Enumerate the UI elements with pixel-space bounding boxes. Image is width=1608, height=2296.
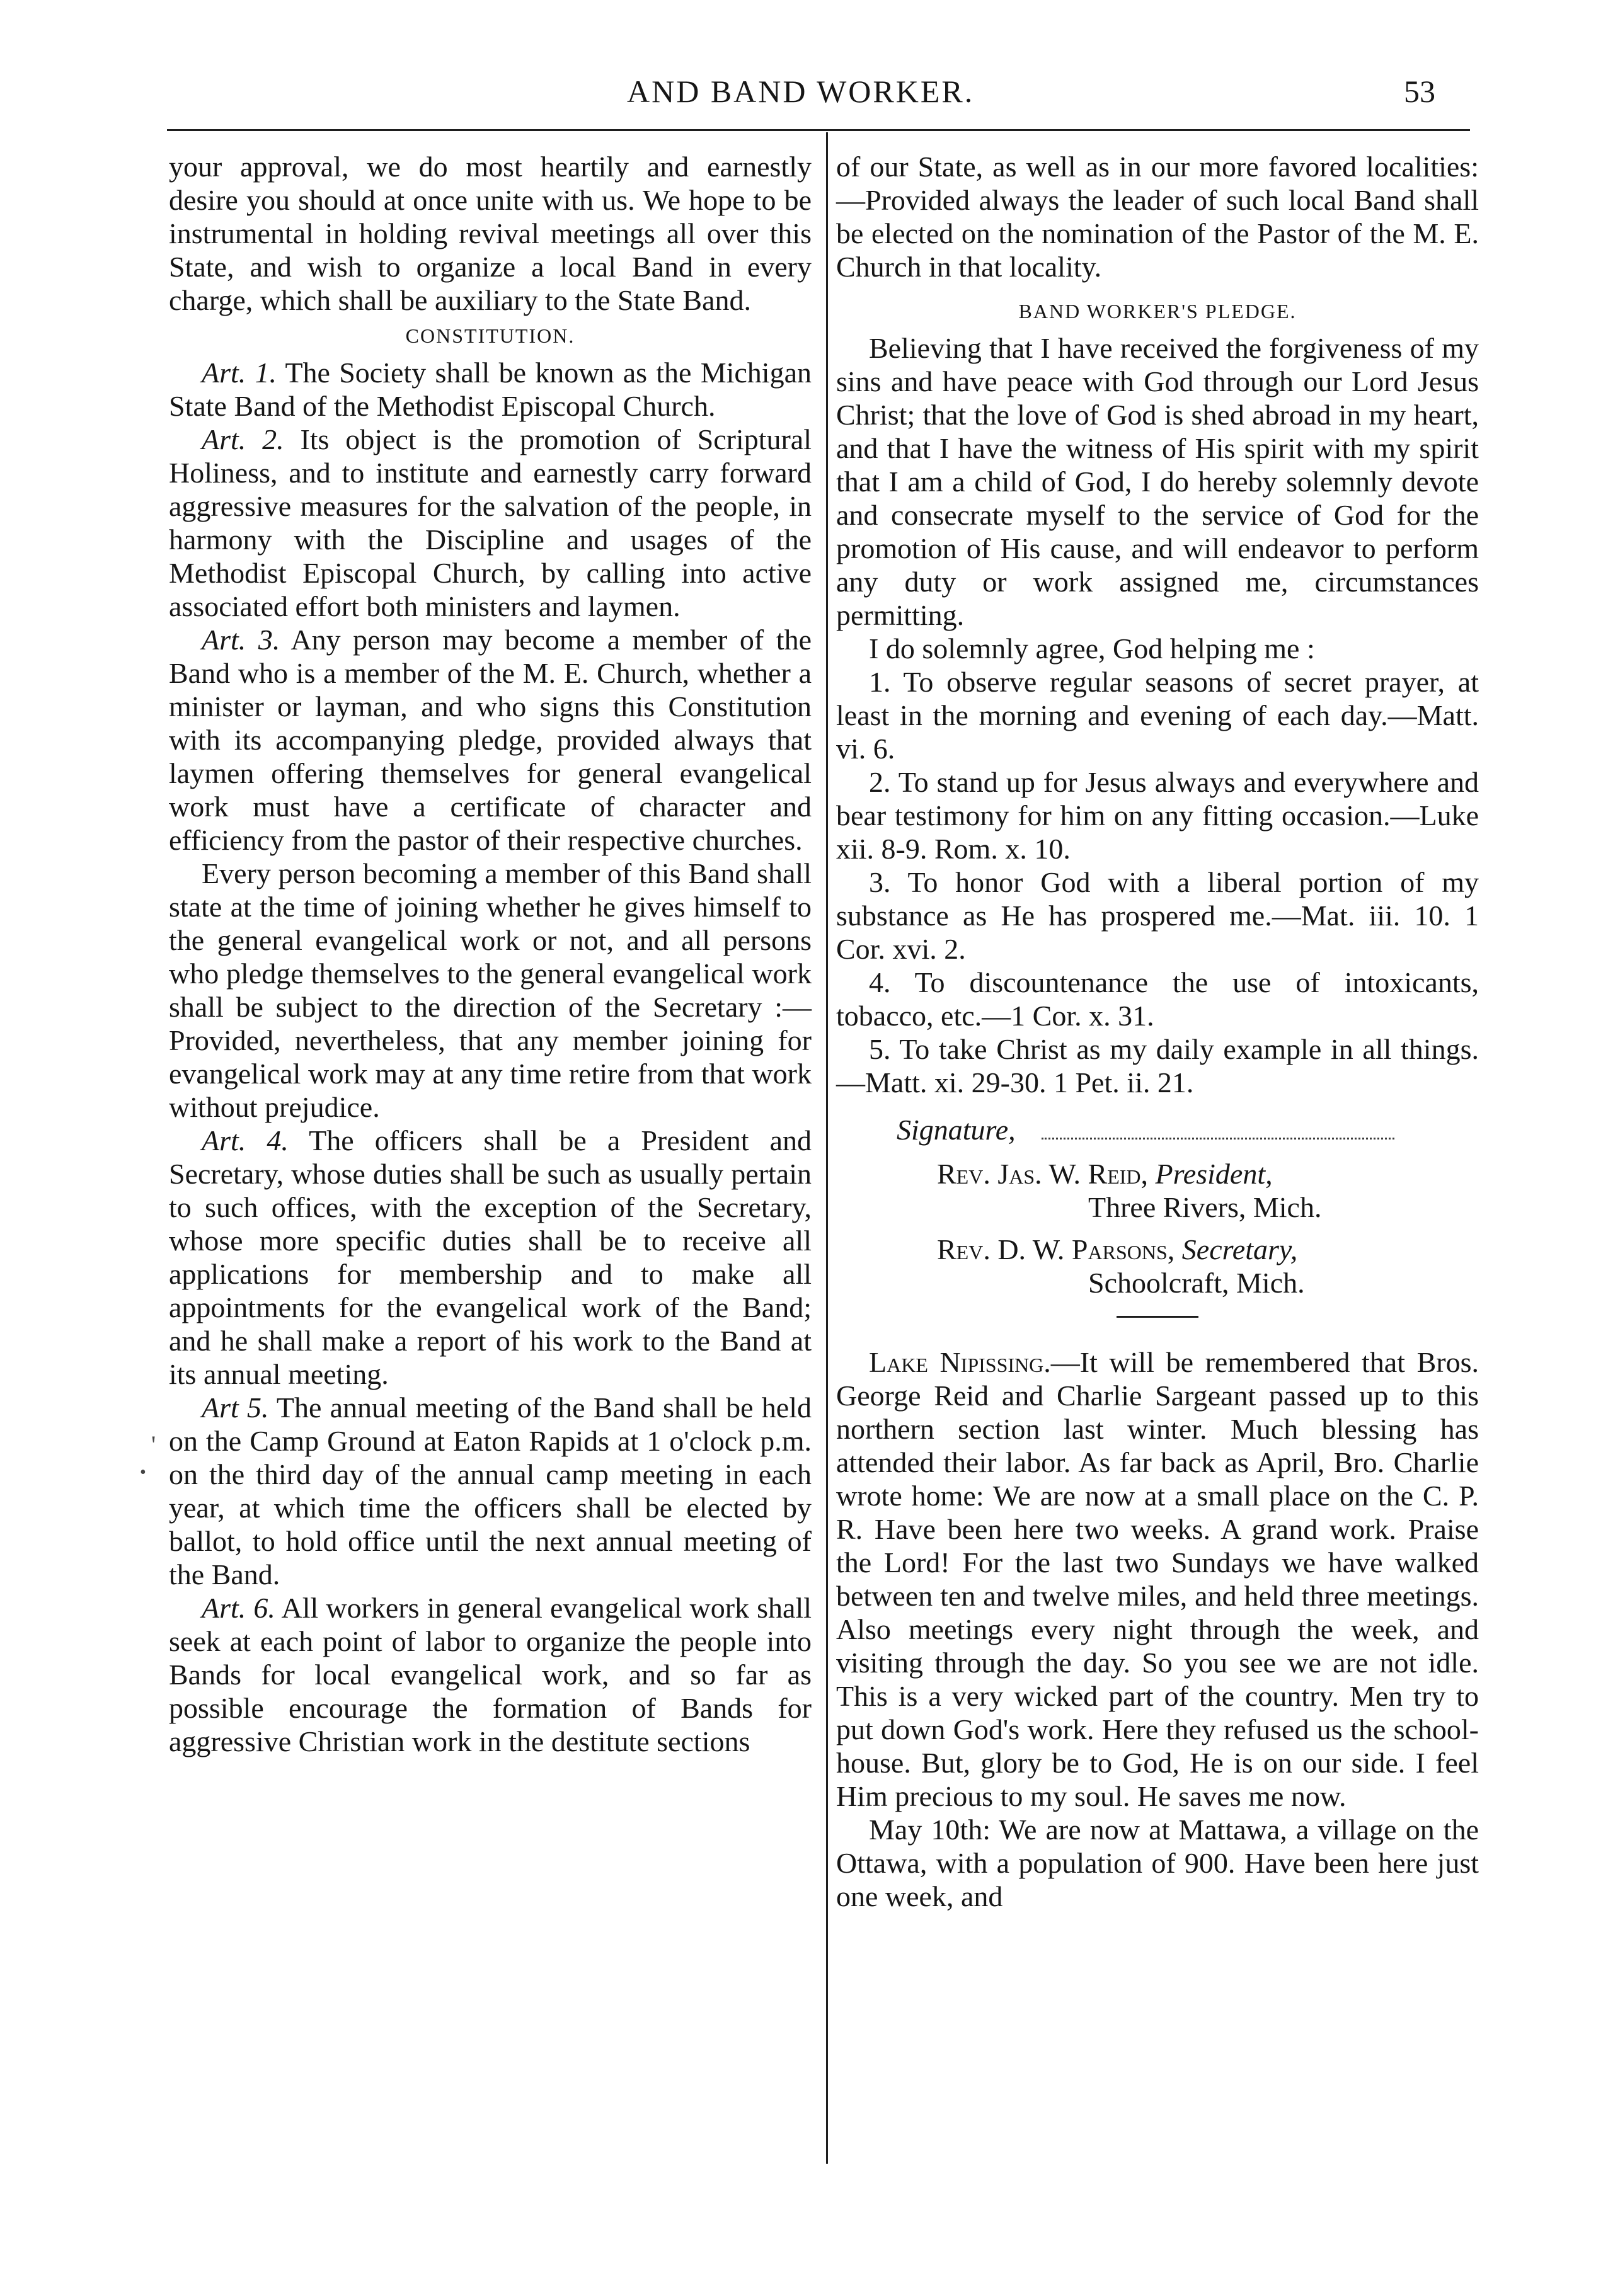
article-1 [169, 356, 812, 423]
article-2-text: Its object is the promotion of Scriptural Holiness, and to institute and earnestly carry forward aggressive measures for the salvation of the people, in harmony with the Discipline and usages of the Methodist Episcopal Church, by calling into active associated effort both ministers and laymen. [169, 423, 812, 622]
article-4-text: The officers shall be a President and Secretary, whose duties shall be such as usually pertain to such offices, with the exception of the Secretary, whose more specific duties shall be to receive all applications for membership and to make all appointments for the evangelical work of the Band; and he shall make a report of his work to the Band at its annual meeting. [169, 1124, 812, 1390]
president-role: President, [1155, 1158, 1273, 1190]
article-2 [169, 423, 812, 623]
pledge-item-5: 5. To take Christ as my daily example in all things.—Matt. xi. 29-30. 1 Pet. ii. 21. [836, 1033, 1479, 1099]
article-3 [169, 623, 812, 857]
news-body: —It will be remembered that Bros. George Reid and Charlie Sargeant passed up to this northern section last winter. Much blessing has attended their labor. As far back as April, Bro. Charlie wrote home: We are now at a small place on the C. P. R. Have been here two weeks. A grand work. Praise the Lord! For the last two Sundays we have walked between ten and twelve miles, and held three meetings. Also meetings every night through the week, and visiting through the day. So you see we are not idle. This is a very wicked part of the country. Men try to put down God's work. Here they refused us the school-house. But, glory be to God, He is on our side. I feel Him precious to my soul. He saves me now. [836, 1346, 1479, 1812]
constitution-heading: CONSTITUTION. [405, 324, 575, 347]
right-column [836, 150, 1479, 1913]
margin-mark-dot: • [140, 1463, 146, 1482]
signature-line [836, 1113, 1479, 1148]
secretary-role: Secretary, [1181, 1233, 1298, 1265]
officer-secretary [836, 1233, 1479, 1299]
pledge-item-1: 1. To observe regular seasons of secret prayer, at least in the morning and evening of each day.—Matt. vi. 6. [836, 666, 1479, 765]
signature-blank [1042, 1138, 1394, 1139]
secretary-name: Rev. D. W. Parsons, [937, 1233, 1175, 1265]
pledge-item-2: 2. To stand up for Jesus always and everywhere and bear testimony for him on any fitting occasion.—Luke xii. 8-9. Rom. x. 10. [836, 766, 1479, 865]
article-6-label: Art. 6. [202, 1592, 275, 1624]
article-3-label: Art. 3. [202, 624, 280, 656]
agree-line: I do solemnly agree, God helping me : [869, 632, 1315, 665]
pledge-intro: Believing that I have received the forgiveness of my sins and have peace with God through our Lord Jesus Christ; that the love of God is shed abroad in my heart, and that I have the witness of His spirit with my spirit that I am a child of God, I do hereby solemnly devote and consecrate myself to the service of God for the promotion of His cause, and will endeavor to perform any duty or work assigned me, circumstances permitting. [836, 332, 1479, 631]
pledge-item-3: 3. To honor God with a liberal portion of my substance as He has prospered me.—Mat. iii. 10. 1 Cor. xvi. 2. [836, 866, 1479, 965]
secretary-place: Schoolcraft, Mich. [1088, 1267, 1305, 1299]
lake-nipissing-paragraph [836, 1345, 1479, 1813]
president-place: Three Rivers, Mich. [1088, 1191, 1322, 1223]
article-5 [169, 1391, 812, 1591]
every-person-paragraph: Every person becoming a member of this Band shall state at the time of joining whether he gives himself to the general evangelical work or not, and all persons who pledge themselves to the general evangelical work shall be subject to the direction of the Secretary :—Provided, nevertheless, that any member joining for evangelical work may at any time retire from that work without prejudice. [169, 857, 812, 1123]
article-6-text: All workers in general evangelical work shall seek at each point of labor to organize the people into Bands for local evangelical work, and so far as possible encourage the formation of Bands for aggressive Christian work in the destitute sections [169, 1592, 812, 1757]
article-6 [169, 1591, 812, 1758]
article-4-label: Art. 4. [202, 1124, 289, 1157]
pledge-heading: BAND WORKER'S PLEDGE. [1018, 300, 1297, 323]
pledge-item-4: 4. To discountenance the use of intoxicants, tobacco, etc.—1 Cor. x. 31. [836, 966, 1479, 1032]
left-column [169, 150, 812, 1758]
mattawa-paragraph: May 10th: We are now at Mattawa, a village on the Ottawa, with a population of 900. Have been here just one week, and [836, 1813, 1479, 1912]
section-rule [1117, 1316, 1198, 1318]
news-lead: Lake Nipissing. [869, 1346, 1051, 1378]
article-3-text: Any person may become a member of the Band who is a member of the M. E. Church, whether a minister or layman, and who signs this Constitution with its accompanying pledge, provided always that laymen offering themselves for general evangelical work must have a certificate of character and efficiency from the pastor of their respective churches. [169, 624, 812, 856]
signature-label: Signature, [897, 1114, 1016, 1146]
margin-mark-tick: ' [151, 1431, 156, 1459]
intro-paragraph: your approval, we do most heartily and earnestly desire you should at once unite with us. We hope to be instrumental in holding revival meetings all over this State, and wish to organize a local Band in every charge, which shall be auxiliary to the State Band. [169, 151, 812, 316]
article-1-text: The Society shall be known as the Michigan State Band of the Methodist Episcopal Church. [169, 357, 812, 422]
running-header-title: AND BAND WORKER. [627, 74, 975, 109]
page-number: 53 [1404, 74, 1435, 109]
president-name: Rev. Jas. W. Reid, [937, 1158, 1149, 1190]
article-2-label: Art. 2. [202, 423, 284, 455]
article-5-text: The annual meeting of the Band shall be held on the Camp Ground at Eaton Rapids at 1 o'clock p.m. on the third day of the annual camp meeting in each year, at which time the officers shall be elected by ballot, to hold office until the next annual meeting of the Band. [169, 1391, 812, 1591]
article-5-label: Art 5. [202, 1391, 269, 1424]
article-4 [169, 1124, 812, 1391]
officer-president [836, 1157, 1479, 1224]
continuation-paragraph: of our State, as well as in our more favored localities:—Provided always the leader of such local Band shall be elected on the nomination of the Pastor of the M. E. Church in that locality. [836, 151, 1479, 283]
article-1-label: Art. 1. [202, 357, 277, 389]
column-divider [826, 132, 828, 2164]
header-rule [167, 129, 1470, 131]
